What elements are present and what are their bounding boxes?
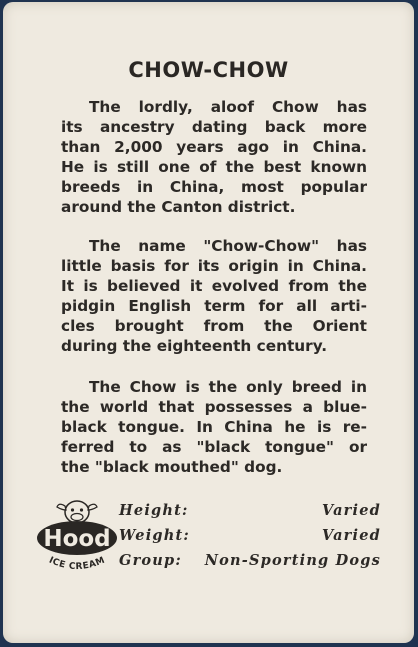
card-title: CHOW-CHOW [128, 58, 289, 82]
text-line: He is still one of the best known [61, 158, 367, 176]
logo-brand: Hood [43, 526, 111, 552]
text-line: little basis for its origin in China. [61, 257, 367, 275]
paragraph-ancestry [61, 97, 367, 217]
stat-weight [119, 527, 381, 552]
stat-height [119, 502, 381, 527]
text-line: pidgin English term for all arti- [61, 297, 367, 315]
logo-tagline [47, 556, 107, 573]
paragraph-tongue [61, 377, 367, 477]
breed-stats [119, 502, 381, 577]
stat-value: Varied [321, 502, 381, 519]
text-line: black tongue. In China he is re- [61, 418, 367, 436]
hood-ice-cream-logo [35, 498, 119, 582]
text-line: than 2,000 years ago in China. [61, 138, 367, 156]
text-line: The lordly, aloof Chow has [89, 98, 367, 116]
trading-card [3, 2, 414, 643]
stat-label: Group: [119, 552, 182, 569]
text-line: cles brought from the Orient [61, 317, 367, 335]
stat-group [119, 552, 381, 577]
stat-label: Weight: [119, 527, 190, 544]
text-line: It is believed it evolved from the [61, 277, 367, 295]
text-line: the "black mouthed" dog. [61, 458, 283, 476]
stat-value: Varied [321, 527, 381, 544]
stat-value: Non-Sporting Dogs [204, 552, 381, 569]
text-line: its ancestry dating back more [61, 118, 367, 136]
text-line: ferred to as "black tongue" or [61, 438, 367, 456]
paragraph-name-origin [61, 236, 367, 356]
text-line: during the eighteenth century. [61, 337, 328, 355]
text-line: breeds in China, most popular [61, 178, 367, 196]
stat-label: Height: [119, 502, 189, 519]
text-line: The name "Chow-Chow" has [89, 237, 367, 255]
logo-tagline-text: ICE CREAM [47, 555, 107, 573]
text-line: The Chow is the only breed in [89, 378, 367, 396]
text-line: around the Canton district. [61, 198, 296, 216]
cow-head-icon [57, 501, 97, 523]
text-line: the world that possesses a blue- [61, 398, 367, 416]
